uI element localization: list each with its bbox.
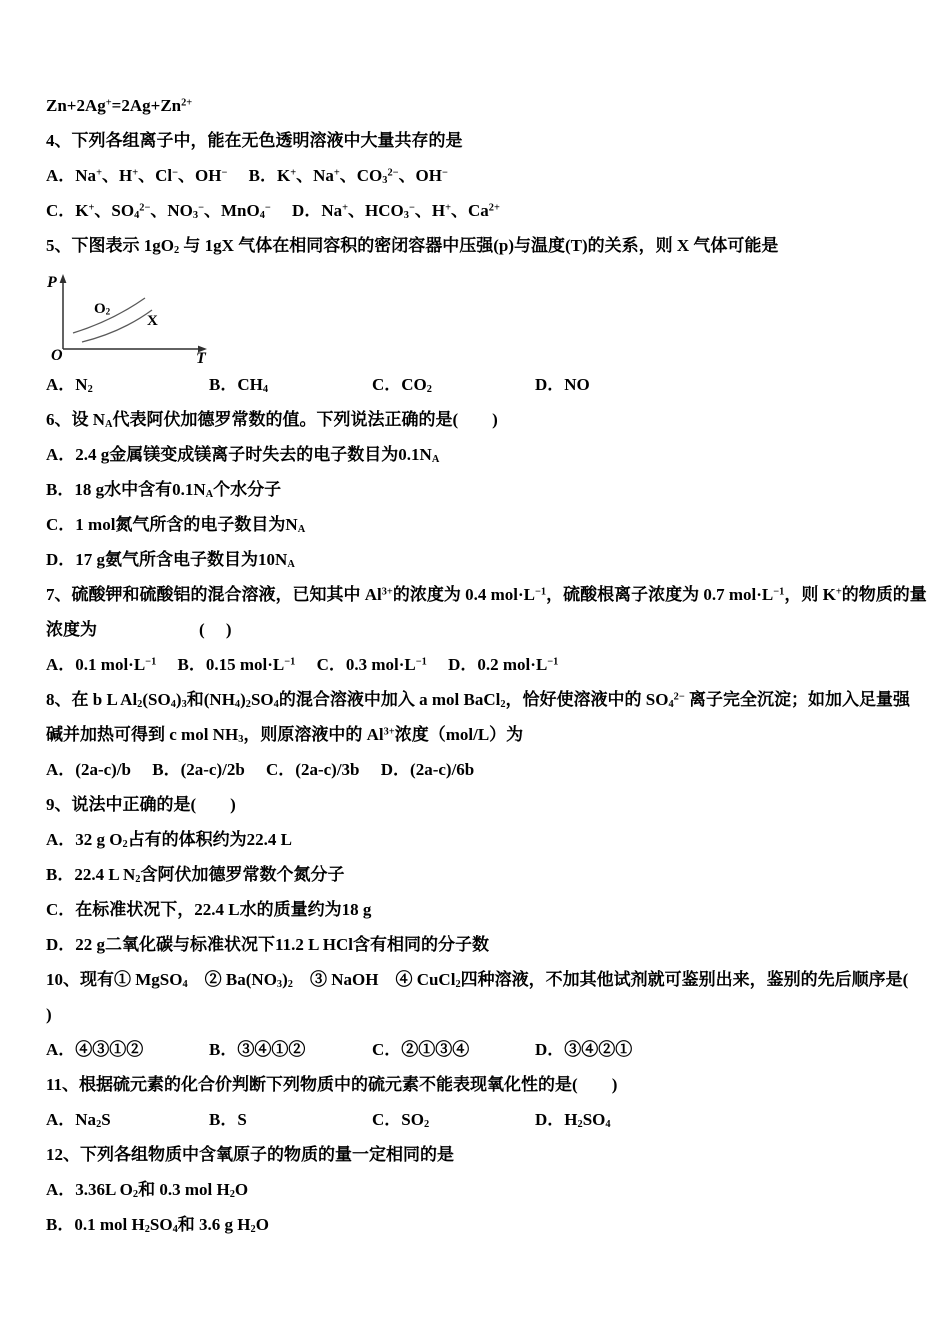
q9-option-c: C．在标准状况下，22.4 L水的质量约为18 g xyxy=(46,900,372,919)
origin-label: O xyxy=(51,347,63,364)
y-axis-label: P xyxy=(47,274,57,291)
q4-options-row-ab: A．Na+、H+、Cl−、OH− B．K+、Na+、$CO_3^{2-}$、OH− xyxy=(46,166,448,186)
q5-option-c: C．$CO_2$ xyxy=(372,375,432,395)
q4-options-row-cd: C．K+、$SO_4^{2-}$、$NO_3^-$、MnO$_4$− D．Na+、$HCO_3^-$、H+、$Ca^{2+}$ xyxy=(46,201,500,221)
q11-option-d: D．$H_2SO_4$ xyxy=(535,1110,611,1130)
q7-options-row: A．0.1 $mol\cdot L^{-1}$ B．0.15 $mol\cdot L^{-1}$ C．0.3 $mol\cdot L^{-1}$ D．0.2 $mol\cdot L^{-1}$ xyxy=(46,655,559,674)
q6-option-d: D．17 g氨气所含电子数目为$10N_A$ xyxy=(46,550,295,570)
y-axis-arrow-icon xyxy=(60,274,67,283)
q10-stem-line2: ) xyxy=(46,1005,52,1024)
q6-option-b: B．18 g水中含有$0.1N_A$个水分子 xyxy=(46,480,282,500)
q10-options-row xyxy=(46,1032,936,1067)
q12-option-b: B．0.1 mol $H_2SO_4$和 3.6 g $H_2O$ xyxy=(46,1215,269,1235)
q9-stem: 9、说法中正确的是( ) xyxy=(46,795,236,814)
q9-option-a: A．32 g $O_2$占有的体积约为22.4 L xyxy=(46,830,293,850)
q8-options-row: A．(2a-c)/b B．(2a-c)/2b C．(2a-c)/3b D．(2a-c)/6b xyxy=(46,760,475,779)
q10-option-b: B．③④①② xyxy=(209,1040,306,1059)
q8-stem-line2: 碱并加热可得到 c mol $NH_3$，则原溶液中的 $Al^{3+}$浓度（mol/L）为 xyxy=(46,725,524,745)
x-axis-label: T xyxy=(196,350,206,367)
q12-option-a: A．3.36L $O_2$和 0.3 mol $H_2O$ xyxy=(46,1180,249,1200)
q5-pressure-temperature-graph xyxy=(46,263,936,367)
q11-options-row xyxy=(46,1102,936,1137)
q11-option-a: A．$Na_2S$ xyxy=(46,1110,111,1130)
q5-options-row xyxy=(46,367,936,402)
q8-stem-line1: 8、在 b L $Al_2(SO_4)_3$和$(NH_4)_2SO_4$的混合溶液中加入 a mol BaCl$_2$，恰好使溶液中的 $SO_4^{2-}$ 离子完全沉淀；如加入足量强 xyxy=(46,690,910,710)
q5-option-a: A．$N_2$ xyxy=(46,375,93,395)
equation-line: $Zn+2Ag^+=2Ag+Zn^{2+}$ xyxy=(46,96,193,115)
q6-option-c: C．1 mol氮气所含的电子数目为$N_A$ xyxy=(46,515,306,535)
q12-stem: 12、下列各组物质中含氧原子的物质的量一定相同的是 xyxy=(46,1145,454,1164)
q5-option-d: D．NO xyxy=(535,375,590,394)
q5-option-b: B．$CH_4$ xyxy=(209,375,269,395)
x-curve-label: X xyxy=(147,313,158,329)
q10-stem-line1: 10、现有① MgSO$_4$ ② $Ba(NO_3)_2$ ③ NaOH ④ CuCl$_2$四种溶液，不加其他试剂就可鉴别出来，鉴别的先后顺序是( xyxy=(46,970,909,990)
q11-stem: 11、根据硫元素的化合价判断下列物质中的硫元素不能表现氧化性的是( ) xyxy=(46,1075,618,1094)
q10-option-c: C．②①③④ xyxy=(372,1040,470,1059)
q7-stem-line2: 浓度为 ( ) xyxy=(46,620,232,639)
q5-stem: 5、下图表示 $1gO_2$ 与 1gX 气体在相同容积的密闭容器中压强(p)与温度(T)的关系，则 X 气体可能是 xyxy=(46,236,779,256)
q10-option-d: D．③④②① xyxy=(535,1040,633,1059)
q7-stem-line1: 7、硫酸钾和硫酸铝的混合溶液，已知其中 $Al^{3+}$的浓度为 0.4 $mol\cdot L^{-1}$，硫酸根离子浓度为 0.7 $mol\cdot L^{-1}$，则 K+的物质的量 xyxy=(46,585,927,604)
q11-option-b: B．S xyxy=(209,1110,247,1129)
q10-option-a: A．④③①② xyxy=(46,1040,144,1059)
q4-stem: 4、下列各组离子中，能在无色透明溶液中大量共存的是 xyxy=(46,131,463,150)
q9-option-b: B．22.4 L $N_2$含阿伏加德罗常数个氮分子 xyxy=(46,865,345,885)
q6-option-a: A．2.4 g金属镁变成镁离子时失去的电子数目为$0.1N_A$ xyxy=(46,445,440,465)
o2-curve-label: $O_2$ xyxy=(94,301,111,317)
q11-option-c: C．$SO_2$ xyxy=(372,1110,430,1130)
q6-stem: 6、设 $N_A$代表阿伏加德罗常数的值。下列说法正确的是( ) xyxy=(46,410,498,430)
q9-option-d: D．22 g二氧化碳与标准状况下11.2 L HCl含有相同的分子数 xyxy=(46,935,489,954)
